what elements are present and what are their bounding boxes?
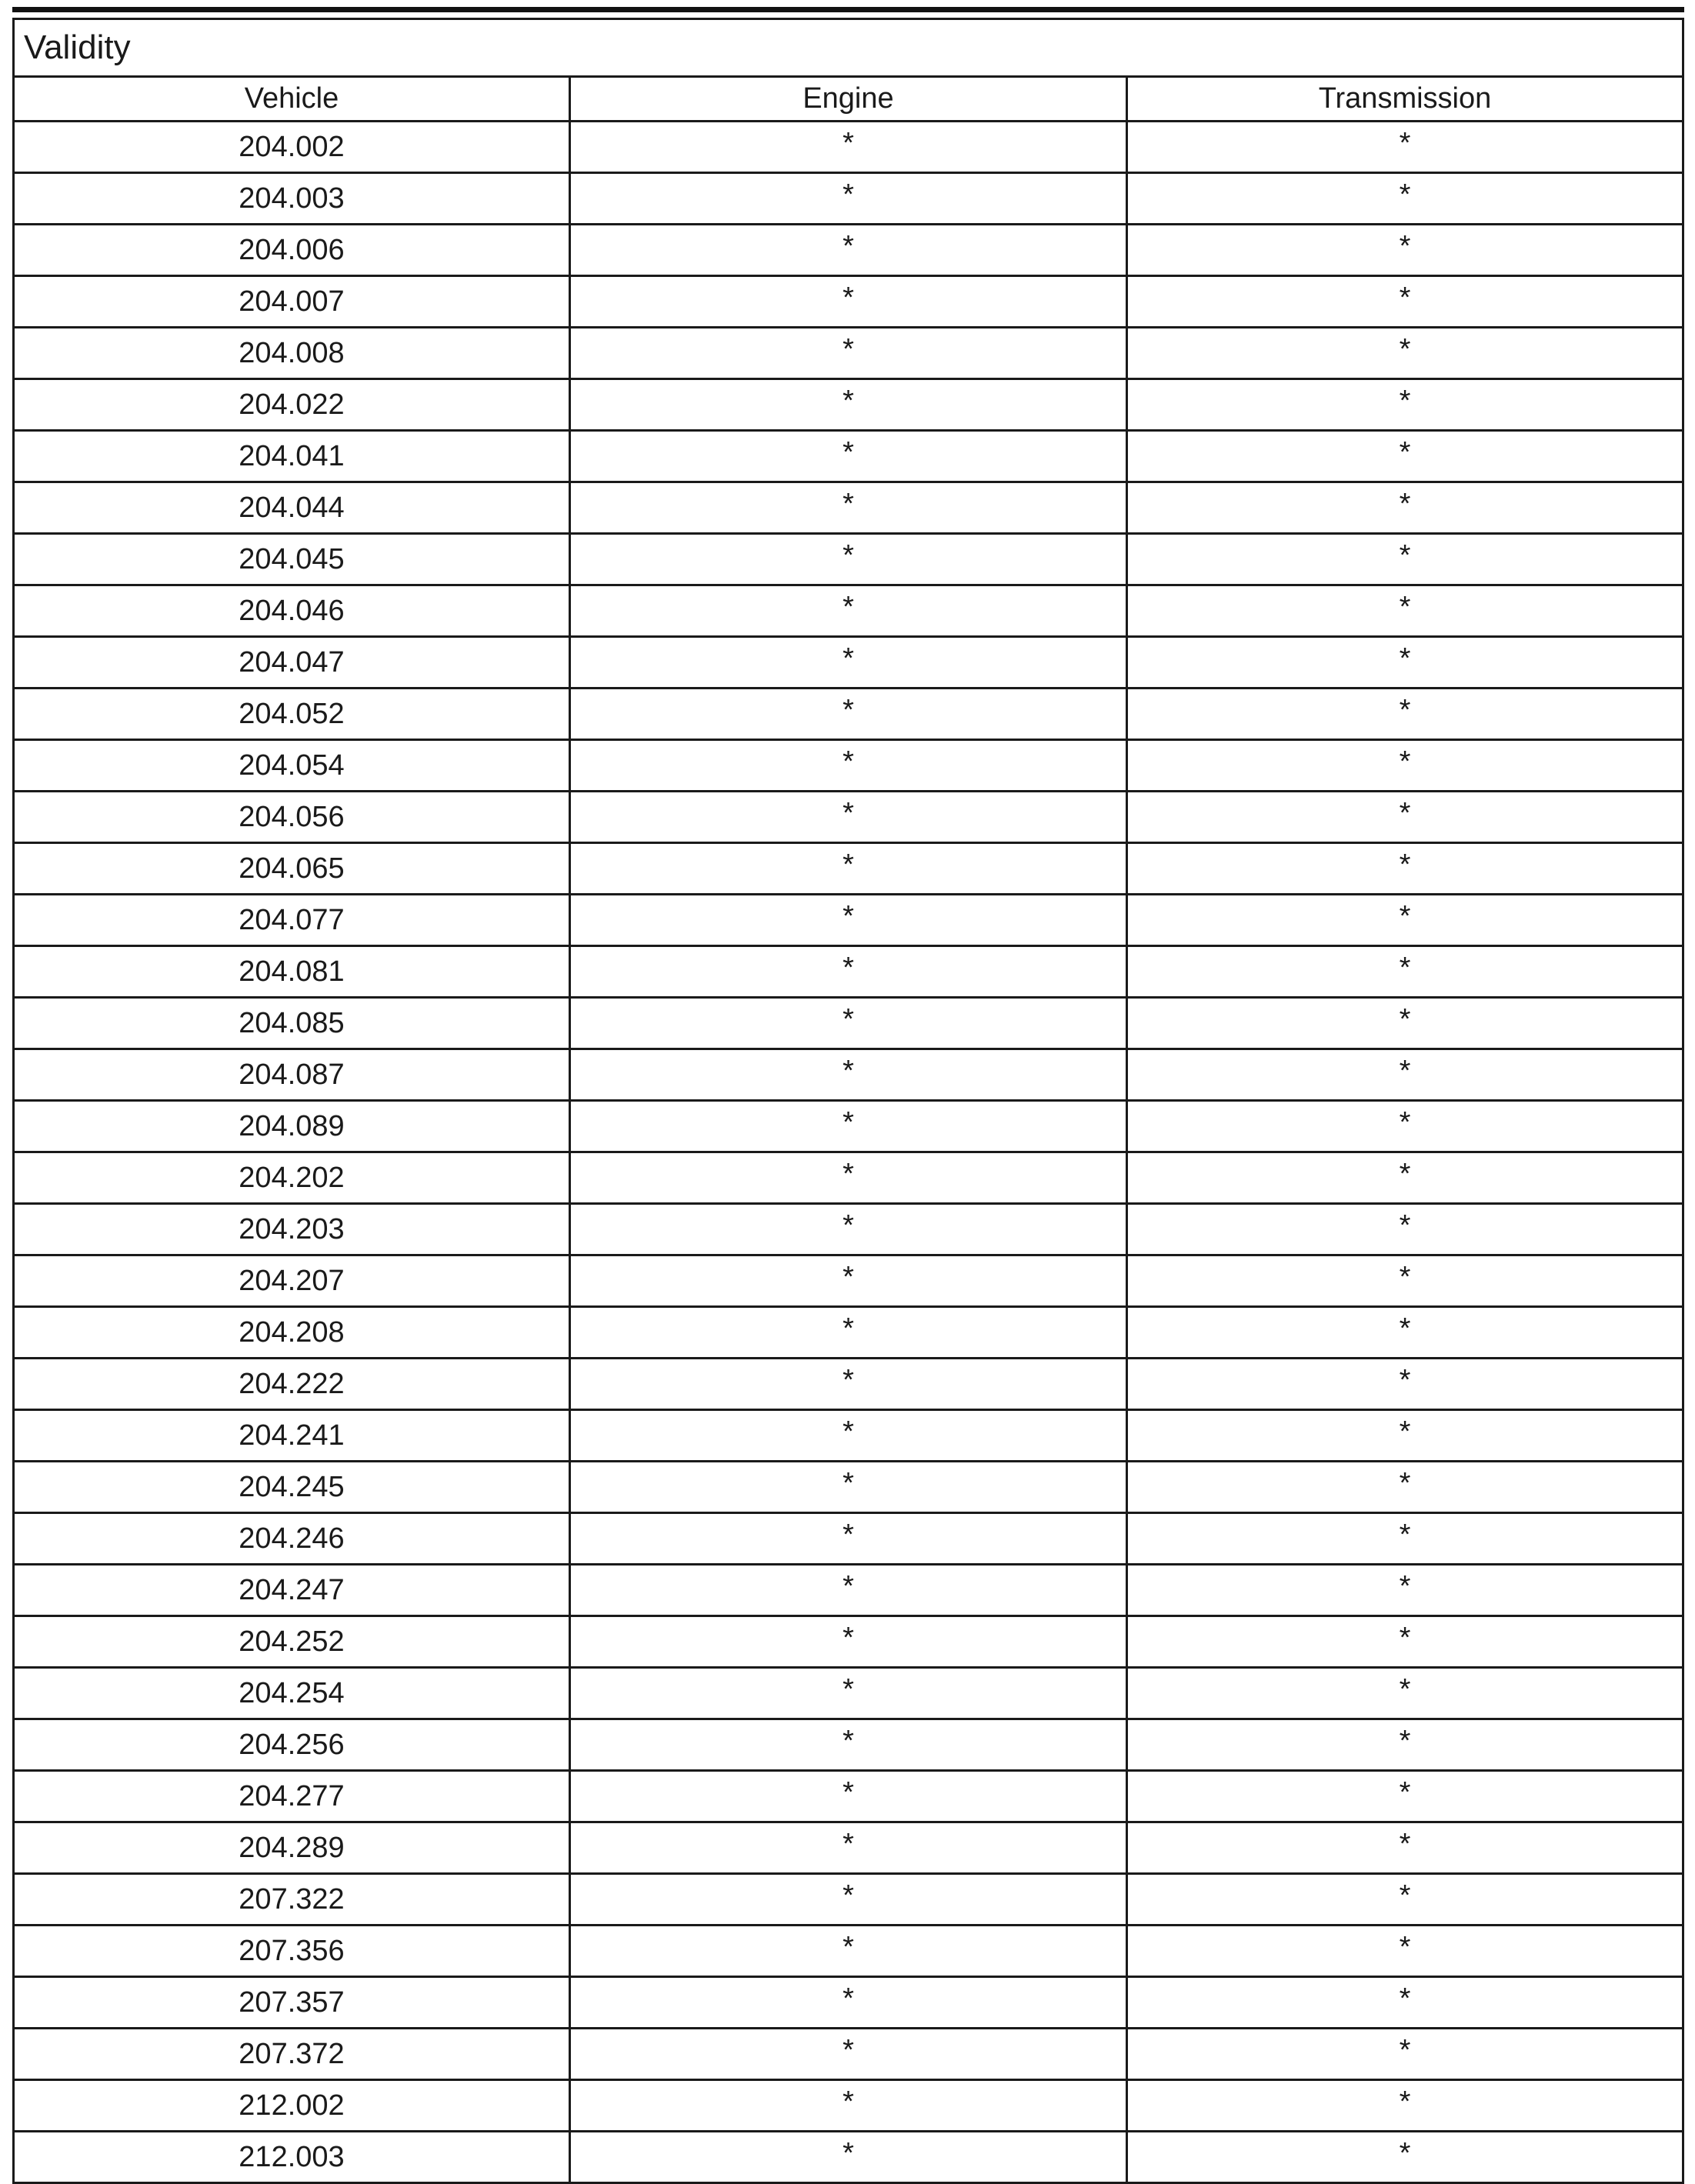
vehicle-cell: 204.207 (14, 1255, 570, 1307)
transmission-cell: * (1126, 1977, 1683, 2029)
table-row (14, 2029, 1683, 2080)
table-row (14, 895, 1683, 946)
transmission-cell: * (1126, 2029, 1683, 2080)
vehicle-cell: 204.077 (14, 895, 570, 946)
transmission-cell: * (1126, 843, 1683, 895)
vehicle-cell: 204.085 (14, 998, 570, 1049)
vehicle-cell: 204.052 (14, 689, 570, 740)
engine-cell: * (569, 534, 1126, 585)
table-row (14, 1049, 1683, 1101)
transmission-cell: * (1126, 1771, 1683, 1822)
table-row (14, 1204, 1683, 1255)
transmission-cell: * (1126, 276, 1683, 328)
vehicle-cell: 204.041 (14, 431, 570, 482)
transmission-cell: * (1126, 1565, 1683, 1616)
transmission-cell: * (1126, 431, 1683, 482)
vehicle-cell: 204.007 (14, 276, 570, 328)
engine-cell: * (569, 1049, 1126, 1101)
transmission-cell: * (1126, 585, 1683, 637)
engine-cell: * (569, 328, 1126, 379)
engine-cell: * (569, 2132, 1126, 2183)
table-row (14, 1719, 1683, 1771)
vehicle-cell: 204.256 (14, 1719, 570, 1771)
vehicle-cell: 204.003 (14, 173, 570, 225)
vehicle-cell: 204.054 (14, 740, 570, 792)
table-body (14, 122, 1683, 2183)
engine-cell: * (569, 1204, 1126, 1255)
transmission-cell: * (1126, 998, 1683, 1049)
transmission-cell: * (1126, 122, 1683, 173)
engine-cell: * (569, 1152, 1126, 1204)
table-row (14, 1926, 1683, 1977)
transmission-cell: * (1126, 1049, 1683, 1101)
vehicle-cell: 207.322 (14, 1874, 570, 1926)
vehicle-cell: 204.289 (14, 1822, 570, 1874)
vehicle-cell: 204.254 (14, 1668, 570, 1719)
vehicle-cell: 207.356 (14, 1926, 570, 1977)
table-row (14, 740, 1683, 792)
table-row (14, 946, 1683, 998)
table-row (14, 276, 1683, 328)
table-row (14, 1977, 1683, 2029)
column-header-vehicle: Vehicle (14, 77, 570, 122)
top-rule (12, 7, 1684, 12)
table-row (14, 998, 1683, 1049)
engine-cell: * (569, 1616, 1126, 1668)
vehicle-cell: 204.246 (14, 1513, 570, 1565)
vehicle-cell: 204.252 (14, 1616, 570, 1668)
column-header-transmission: Transmission (1126, 77, 1683, 122)
engine-cell: * (569, 689, 1126, 740)
table-row (14, 637, 1683, 689)
transmission-cell: * (1126, 1307, 1683, 1359)
column-header-engine: Engine (569, 77, 1126, 122)
transmission-cell: * (1126, 1359, 1683, 1410)
vehicle-cell: 204.002 (14, 122, 570, 173)
transmission-cell: * (1126, 379, 1683, 431)
engine-cell: * (569, 1926, 1126, 1977)
transmission-cell: * (1126, 895, 1683, 946)
transmission-cell: * (1126, 1719, 1683, 1771)
transmission-cell: * (1126, 1462, 1683, 1513)
vehicle-cell: 204.008 (14, 328, 570, 379)
table-row (14, 792, 1683, 843)
engine-cell: * (569, 1255, 1126, 1307)
transmission-cell: * (1126, 534, 1683, 585)
transmission-cell: * (1126, 689, 1683, 740)
transmission-cell: * (1126, 1822, 1683, 1874)
table-row (14, 431, 1683, 482)
table-row (14, 534, 1683, 585)
transmission-cell: * (1126, 1874, 1683, 1926)
table-row (14, 1565, 1683, 1616)
table-row (14, 1771, 1683, 1822)
engine-cell: * (569, 1874, 1126, 1926)
vehicle-cell: 204.056 (14, 792, 570, 843)
engine-cell: * (569, 843, 1126, 895)
transmission-cell: * (1126, 328, 1683, 379)
engine-cell: * (569, 2080, 1126, 2132)
table-row (14, 585, 1683, 637)
table-row (14, 1822, 1683, 1874)
vehicle-cell: 204.241 (14, 1410, 570, 1462)
table-row (14, 1462, 1683, 1513)
vehicle-cell: 204.065 (14, 843, 570, 895)
vehicle-cell: 204.247 (14, 1565, 570, 1616)
vehicle-cell: 204.208 (14, 1307, 570, 1359)
transmission-cell: * (1126, 1926, 1683, 1977)
engine-cell: * (569, 1101, 1126, 1152)
table-row (14, 1307, 1683, 1359)
engine-cell: * (569, 998, 1126, 1049)
table-row (14, 843, 1683, 895)
vehicle-cell: 204.022 (14, 379, 570, 431)
transmission-cell: * (1126, 740, 1683, 792)
table-row (14, 1359, 1683, 1410)
engine-cell: * (569, 792, 1126, 843)
engine-cell: * (569, 482, 1126, 534)
transmission-cell: * (1126, 1255, 1683, 1307)
table-row (14, 173, 1683, 225)
table-title: Validity (14, 19, 1683, 77)
vehicle-cell: 204.045 (14, 534, 570, 585)
engine-cell: * (569, 225, 1126, 276)
table-row (14, 1410, 1683, 1462)
transmission-cell: * (1126, 1616, 1683, 1668)
transmission-cell: * (1126, 2080, 1683, 2132)
vehicle-cell: 212.003 (14, 2132, 570, 2183)
transmission-cell: * (1126, 1204, 1683, 1255)
transmission-cell: * (1126, 637, 1683, 689)
vehicle-cell: 204.006 (14, 225, 570, 276)
engine-cell: * (569, 946, 1126, 998)
engine-cell: * (569, 740, 1126, 792)
engine-cell: * (569, 173, 1126, 225)
validity-table (12, 18, 1684, 2184)
table-row (14, 225, 1683, 276)
engine-cell: * (569, 895, 1126, 946)
engine-cell: * (569, 1822, 1126, 1874)
vehicle-cell: 204.277 (14, 1771, 570, 1822)
header-row (14, 77, 1683, 122)
transmission-cell: * (1126, 1152, 1683, 1204)
vehicle-cell: 204.087 (14, 1049, 570, 1101)
transmission-cell: * (1126, 946, 1683, 998)
table-row (14, 379, 1683, 431)
engine-cell: * (569, 1771, 1126, 1822)
engine-cell: * (569, 1359, 1126, 1410)
engine-cell: * (569, 1977, 1126, 2029)
engine-cell: * (569, 637, 1126, 689)
engine-cell: * (569, 585, 1126, 637)
title-row (14, 19, 1683, 77)
transmission-cell: * (1126, 173, 1683, 225)
vehicle-cell: 207.372 (14, 2029, 570, 2080)
table-row (14, 1874, 1683, 1926)
transmission-cell: * (1126, 482, 1683, 534)
table-row (14, 1668, 1683, 1719)
transmission-cell: * (1126, 1410, 1683, 1462)
vehicle-cell: 204.089 (14, 1101, 570, 1152)
engine-cell: * (569, 1462, 1126, 1513)
table-row (14, 122, 1683, 173)
transmission-cell: * (1126, 1101, 1683, 1152)
transmission-cell: * (1126, 225, 1683, 276)
vehicle-cell: 207.357 (14, 1977, 570, 2029)
vehicle-cell: 204.081 (14, 946, 570, 998)
vehicle-cell: 204.202 (14, 1152, 570, 1204)
table-row (14, 1255, 1683, 1307)
table-row (14, 328, 1683, 379)
vehicle-cell: 204.245 (14, 1462, 570, 1513)
vehicle-cell: 204.203 (14, 1204, 570, 1255)
transmission-cell: * (1126, 2132, 1683, 2183)
table-row (14, 1152, 1683, 1204)
engine-cell: * (569, 1668, 1126, 1719)
table-row (14, 1616, 1683, 1668)
table-row (14, 689, 1683, 740)
vehicle-cell: 204.046 (14, 585, 570, 637)
engine-cell: * (569, 1565, 1126, 1616)
vehicle-cell: 204.044 (14, 482, 570, 534)
engine-cell: * (569, 122, 1126, 173)
transmission-cell: * (1126, 792, 1683, 843)
table-row (14, 1513, 1683, 1565)
engine-cell: * (569, 1719, 1126, 1771)
engine-cell: * (569, 1410, 1126, 1462)
vehicle-cell: 204.222 (14, 1359, 570, 1410)
table-row (14, 1101, 1683, 1152)
engine-cell: * (569, 1513, 1126, 1565)
table-row (14, 482, 1683, 534)
transmission-cell: * (1126, 1513, 1683, 1565)
vehicle-cell: 204.047 (14, 637, 570, 689)
table-row (14, 2080, 1683, 2132)
engine-cell: * (569, 379, 1126, 431)
table-row (14, 2132, 1683, 2183)
engine-cell: * (569, 1307, 1126, 1359)
transmission-cell: * (1126, 1668, 1683, 1719)
engine-cell: * (569, 2029, 1126, 2080)
engine-cell: * (569, 431, 1126, 482)
engine-cell: * (569, 276, 1126, 328)
vehicle-cell: 212.002 (14, 2080, 570, 2132)
